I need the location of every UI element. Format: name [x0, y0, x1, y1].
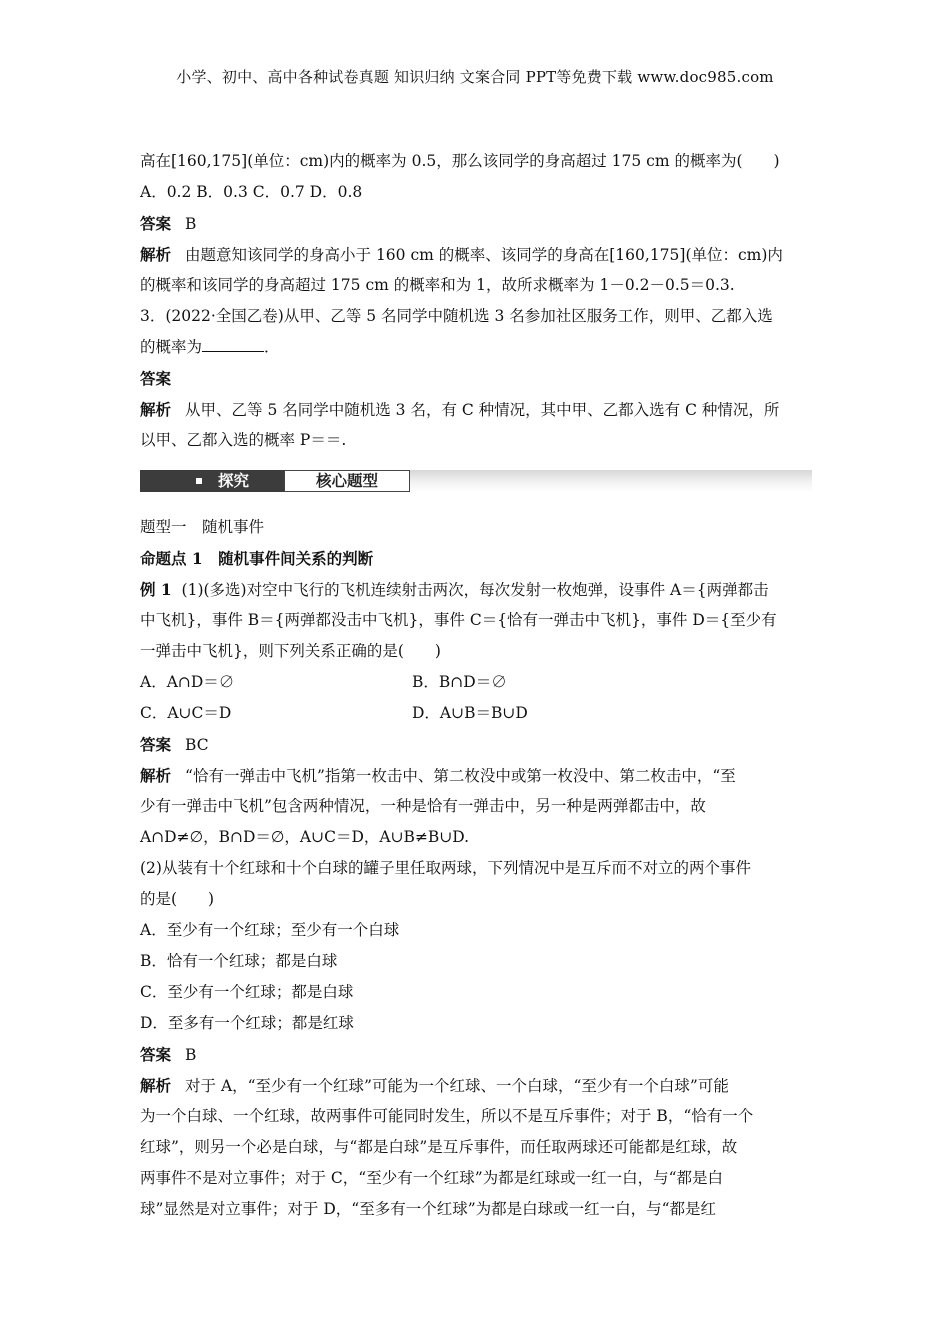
answer-value: B [185, 215, 197, 233]
option-a: A．至少有一个红球；至少有一个白球 [140, 921, 400, 939]
option-d: D．至多有一个红球；都是红球 [140, 1014, 354, 1032]
q3-stem-end: ． [264, 338, 280, 356]
type-title: 题型一 随机事件 [140, 518, 265, 536]
ex1b-line: (2)从装有十个红球和十个白球的罐子里任取两球，下列情况中是互斥而不对立的两个事件 [140, 859, 751, 877]
analysis-text: 从甲、乙等 5 名同学中随机选 3 名，有 C 种情况，其中甲、乙都入选有 C 种情况，所 [185, 401, 780, 419]
analysis-text: 由题意知该同学的身高小于 160 cm 的概率、该同学的身高在[160,175](单位：cm)内 [185, 246, 783, 264]
ex1b-analysis-line: 两事件不是对立事件；对于 C，“至少有一个红球”为都是红球或一红一白，与“都是白 [140, 1169, 724, 1187]
answer-label: 答案 [140, 214, 172, 233]
option-c: C．A∪C＝D [140, 704, 232, 722]
answer-blank [202, 337, 264, 352]
ex1b-line: 的是( ) [140, 890, 215, 908]
q3-stem-line: 3．(2022·全国乙卷)从甲、乙等 5 名同学中随机选 3 名参加社区服务工作，则甲、乙都入选 [140, 307, 773, 325]
ex1-line: 中飞机}，事件 B＝{两弹都没击中飞机}，事件 C＝{恰有一弹击中飞机}，事件 D＝{至少有 [140, 611, 777, 629]
ex1b-analysis-line: 球”显然是对立事件；对于 D，“至多有一个红球”为都是白球或一红一白，与“都是红 [140, 1200, 717, 1218]
q3-stem-line [140, 332, 812, 363]
q3-analysis-line: 以甲、乙都入选的概率 P＝＝. [140, 431, 347, 449]
q2-options: A．0.2 B．0.3 C．0.7 D．0.8 [140, 183, 363, 201]
section-banner [140, 456, 812, 512]
analysis-text: “恰有一弹击中飞机”指第一枚击中、第二枚没中或第一枚没中、第二枚击中，“至 [185, 767, 736, 785]
answer-label: 答案 [140, 735, 172, 754]
answer-value: BC [185, 736, 209, 754]
ex1-options-row [140, 698, 812, 729]
page-header[interactable]: 小学、初中、高中各种试卷真题 知识归纳 文案合同 PPT等免费下载 www.doc985.com [176, 68, 774, 86]
analysis-label: 解析 [140, 400, 172, 419]
ex1-analysis-line: A∩D≠∅，B∩D＝∅，A∪C＝D，A∪B≠B∪D. [140, 828, 470, 846]
q2-answer [140, 208, 812, 239]
ex1b-answer [140, 1039, 812, 1070]
example-label: 例 1 [140, 580, 172, 599]
analysis-label: 解析 [140, 245, 172, 264]
q2-analysis-line: 的概率和该同学的身高超过 175 cm 的概率和为 1，故所求概率为 1－0.2－0.5＝0.3. [140, 276, 735, 294]
ex1-line [140, 574, 812, 605]
analysis-label: 解析 [140, 766, 172, 785]
banner-dark-label: 探究 [218, 472, 250, 490]
answer-label: 答案 [140, 369, 172, 388]
q3-stem-text: 的概率为 [140, 338, 203, 356]
option-a: A．A∩D＝∅ [140, 673, 235, 691]
answer-value: B [185, 1046, 197, 1064]
option-d: D．A∪B＝B∪D [412, 704, 528, 722]
ex1-analysis-line [140, 760, 812, 791]
option-b: B．恰有一个红球；都是白球 [140, 952, 338, 970]
q3-answer [140, 363, 812, 394]
document-body [140, 146, 812, 1225]
banner-dark-tab [140, 470, 284, 492]
ex1-answer [140, 729, 812, 760]
ex1b-analysis-line: 红球”，则另一个必是白球，与“都是白球”是互斥事件，而任取两球还可能都是红球，故 [140, 1138, 738, 1156]
q2-stem-line: 高在[160,175](单位：cm)内的概率为 0.5，那么该同学的身高超过 175 cm 的概率为( ) [140, 152, 780, 170]
ex1-line: 一弹击中飞机}，则下列关系正确的是( ) [140, 642, 441, 660]
ex1b-analysis-line [140, 1070, 812, 1101]
analysis-label: 解析 [140, 1076, 172, 1095]
ex1b-analysis-line: 为一个白球、一个红球，故两事件可能同时发生，所以不是互斥事件；对于 B，“恰有一个 [140, 1107, 754, 1125]
q3-analysis-line [140, 394, 812, 425]
analysis-text: 对于 A，“至少有一个红球”可能为一个红球、一个白球，“至少有一个白球”可能 [185, 1077, 729, 1095]
banner-light-tab: 核心题型 [284, 470, 410, 492]
q2-analysis-line [140, 239, 812, 270]
square-bullet-icon [196, 478, 202, 484]
point-title: 命题点 1 随机事件间关系的判断 [140, 549, 374, 568]
option-b: B．B∩D＝∅ [412, 673, 507, 691]
option-c: C．至少有一个红球；都是白球 [140, 983, 354, 1001]
ex1-text: (1)(多选)对空中飞行的飞机连续射击两次，每次发射一枚炮弹，设事件 A＝{两弹都击 [181, 581, 769, 599]
ex1-analysis-line: 少有一弹击中飞机”包含两种情况，一种是恰有一弹击中，另一种是两弹都击中，故 [140, 797, 706, 815]
ex1-options-row [140, 667, 812, 698]
answer-label: 答案 [140, 1045, 172, 1064]
